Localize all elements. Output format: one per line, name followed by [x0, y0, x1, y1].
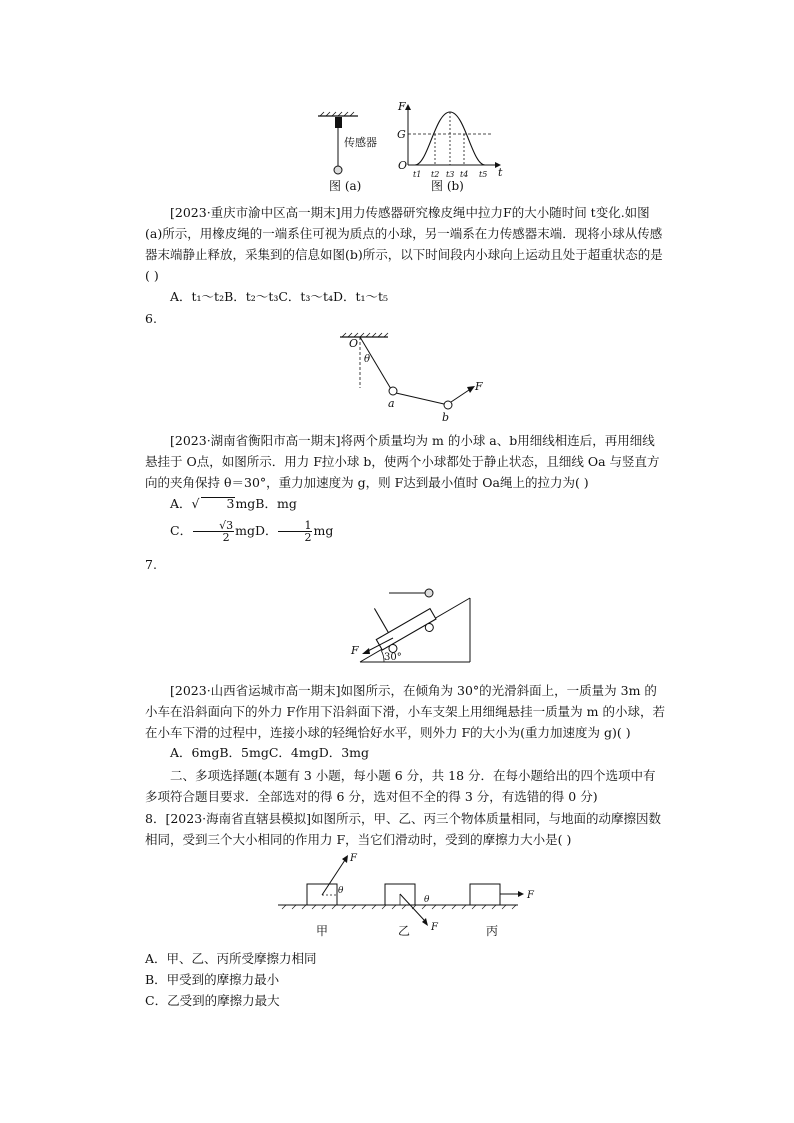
q6-opt-d-num: 1: [278, 520, 312, 532]
q5-stem: [2023·重庆市渝中区高一期末]用力传感器研究橡皮绳中拉力F的大小随时间 t变化.如图(a)所示，用橡皮绳的一端系住可视为质点的小球，另一端系在力传感器末端．现将小球从传感器末端静止释放，采集到的信息如图(b)所示，以下时间段内小球向上运动且处于超重状态的是( ): [145, 205, 663, 283]
ball-b-label: b: [442, 411, 450, 424]
q6-opt-c-num: √3: [193, 520, 234, 532]
theta-jia: θ: [338, 886, 344, 896]
q6-opt-c-den: 2: [222, 531, 230, 544]
q5-options: A．t₁～t₂B．t₂～t₃C．t₃～t₄D．t₁～t₅: [170, 289, 389, 304]
tick-t1: t1: [413, 170, 422, 179]
label-jia: 甲: [316, 924, 329, 938]
block-jia: [307, 853, 358, 905]
q7-number: 7.: [145, 557, 157, 572]
q6-opt-d-den: 2: [304, 531, 312, 544]
q6-opt-a-prefix: A．: [170, 496, 192, 511]
section2-heading: 二、多项选择题(本题有 3 小题，每小题 6 分，共 18 分．在每小题给出的四个选项中有多项符合题目要求．全部选对的得 6 分，选对但不全的得 3 分，有选错的得 0 分): [145, 768, 656, 804]
axis-o-label: O: [398, 159, 408, 172]
angle-label-q7: 30°: [384, 652, 402, 663]
theta-yi: θ: [424, 895, 430, 905]
ball-a-label: a: [388, 397, 395, 410]
theta-label: θ: [364, 354, 371, 365]
force-f-jia: F: [350, 853, 357, 864]
q7-stem: [2023·山西省运城市高一期末]如图所示，在倾角为 30°的光滑斜面上，一质量为 3m 的小车在沿斜面向下的外力 F作用下沿斜面下滑，小车支架上用细绳悬挂一质量为 m 的小球，若在小车下滑的过程中，连接小球的轻绳恰好水平，则外力 F的大小为(重力加速度为 g)( ): [145, 683, 665, 740]
force-f-yi: F: [431, 922, 438, 933]
q6-stem: [2023·湖南省衡阳市高一期末]将两个质量均为 m 的小球 a、b用细线相连后，再用细线悬挂于 O点，如图所示．用力 F拉小球 b，使两个小球都处于静止状态，且细线 Oa 与竖直方向的夹角保持 θ＝30°，重力加速度为 g，则 F达到最小值时 Oa绳上的拉力为( ): [145, 433, 660, 490]
caption-a: 图 (a): [329, 179, 362, 193]
force-f-bing: F: [527, 890, 534, 901]
caption-b: 图 (b): [431, 179, 464, 193]
block-bing: [470, 884, 535, 905]
q6-opt-a-root: 3: [201, 497, 236, 510]
tick-t3: t3: [446, 170, 455, 179]
tick-t4: t4: [460, 170, 469, 179]
force-f-label-q7: F: [351, 644, 359, 657]
q6-opt-a-text: mgB．mg: [235, 496, 297, 511]
axis-t-label: t: [498, 166, 503, 179]
q6-number: 6.: [145, 311, 157, 326]
q8-option-a: A．甲、乙、丙所受摩擦力相同: [145, 951, 317, 966]
q8-stem: 8．[2023·海南省直辖县模拟]如图所示，甲、乙、丙三个物体质量相同，与地面的动摩擦因数相同，受到三个大小相同的作用力 F，当它们滑动时，受到的摩擦力大小是( ): [145, 811, 661, 847]
label-bing: 丙: [486, 924, 499, 938]
q8-option-c: C．乙受到的摩擦力最大: [145, 993, 280, 1008]
q8-option-b: B．甲受到的摩擦力最小: [145, 972, 280, 987]
q6-opt-d-text: mg: [313, 523, 334, 538]
force-f-label: F: [475, 380, 483, 393]
axis-g-label: G: [397, 128, 406, 141]
sqrt-icon: √: [191, 496, 200, 511]
q7-options: A．6mgB．5mgC．4mgD．3mg: [170, 745, 370, 760]
q6-opt-c-prefix: C．: [170, 523, 193, 538]
label-yi: 乙: [398, 924, 411, 938]
axis-f-label: F: [398, 100, 406, 113]
tick-t2: t2: [431, 170, 440, 179]
point-o-label: O: [349, 337, 359, 350]
sensor-label: 传感器: [344, 136, 377, 149]
q6-opt-c-mid: mgD．: [235, 523, 278, 538]
block-yi: [385, 884, 439, 933]
tick-t5: t5: [479, 170, 488, 179]
